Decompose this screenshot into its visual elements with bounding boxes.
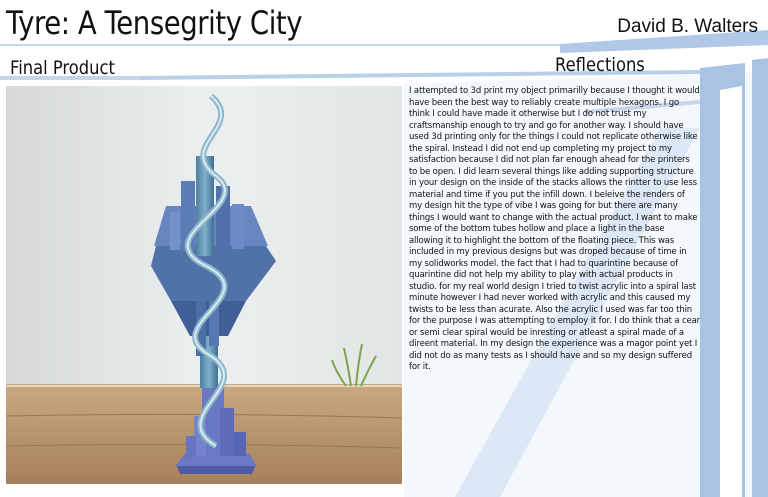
rendered-model-photo (6, 86, 402, 484)
reflections-heading: Reflections (555, 54, 645, 76)
page-title: Tyre: A Tensegrity City (6, 4, 303, 42)
reflections-body: I attempted to 3d print my object primarilly because I thought it would have been the best way to reliably create multiple hexagons. I go think I could have made it otherwise but I do not trust my craftsmanship enough to try and go for another way. I should have used 3d printing only for the things I could not replicate otherwise like the spiral. Instead I did not end up completing my project to my satisfaction because I did not plan far enough ahead for the printers to be open. I did learn several things like adding supporting structure in your design on the inside of the stacks allows the rintter to use less material and time if you put the infill down. I beleive the renders of my design hit the type of vibe I was going for but there are many things I would want to change with the actual product. I want to make some of the bottom tubes hollow and place a light in the base allowing it to highlight the bottom of the floating piece. This was included in my previous designs but was droped because of time in my solidworks model. the fact that I had to quarintine because of quarintine did not help my ability to play with actual products in studio. for my real world design I tried to twist acrylic into a spiral last minute however I had never worked with acrylic and this caused my twists to be less than acurate. Also the acrylic I used was far too thin for the purpose I was attempting to employ it for. I do think that a cear or semi clear spiral would be inresting or atleast a spiral made of a direent material. In my design the experience was a magor point yet I did not do as many tests as I should have and so my design suffered for it. (409, 86, 701, 372)
final-product-heading: Final Product (10, 57, 115, 79)
author-name: David B. Walters (617, 16, 758, 37)
